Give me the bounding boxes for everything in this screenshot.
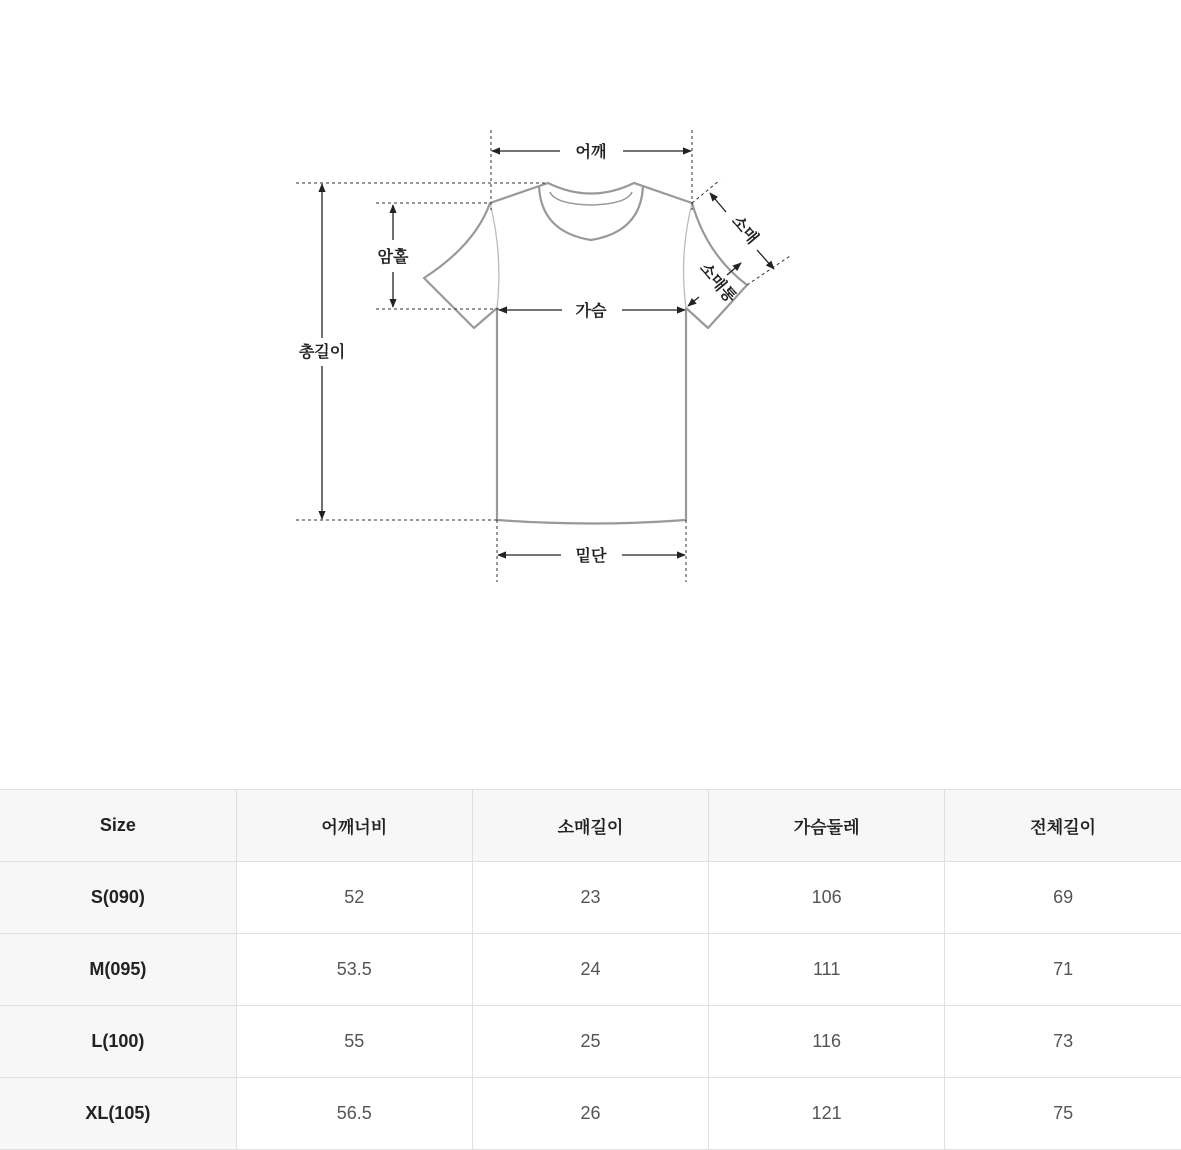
- size-chart-table: [0, 789, 1181, 1150]
- sleeve-seams: [490, 203, 692, 308]
- header-sleeve-length: 소매길이: [472, 790, 708, 862]
- table-cell: 25: [472, 1006, 708, 1078]
- table-cell: 69: [945, 862, 1181, 934]
- sleeve-label: 소매: [727, 211, 763, 248]
- table-cell: 55: [236, 1006, 472, 1078]
- size-cell: L(100): [0, 1006, 236, 1078]
- hem-label: 밑단: [575, 546, 607, 565]
- table-cell: 121: [709, 1078, 945, 1150]
- table-cell: 71: [945, 934, 1181, 1006]
- table-row: [0, 1078, 1181, 1150]
- shoulder-label: 어깨: [575, 142, 607, 161]
- sleeve-arrow-lower: [757, 250, 774, 269]
- table-header-row: [0, 790, 1181, 862]
- chest-label: 가슴: [575, 301, 607, 320]
- table-row: [0, 862, 1181, 934]
- table-row: [0, 934, 1181, 1006]
- table-cell: 24: [472, 934, 708, 1006]
- table-cell: 53.5: [236, 934, 472, 1006]
- table-row: [0, 1006, 1181, 1078]
- guide-lines: [296, 130, 790, 582]
- table-cell: 52: [236, 862, 472, 934]
- sleeve-arrow-upper: [710, 193, 726, 212]
- table-cell: 111: [709, 934, 945, 1006]
- header-size: Size: [0, 790, 236, 862]
- table-cell: 75: [945, 1078, 1181, 1150]
- tshirt-outline: [424, 183, 747, 524]
- total-length-label: 총길이: [298, 342, 346, 361]
- size-cell: XL(105): [0, 1078, 236, 1150]
- table-cell: 116: [709, 1006, 945, 1078]
- table-cell: 73: [945, 1006, 1181, 1078]
- sleeve-width-arrow-lower: [688, 297, 699, 306]
- header-chest: 가슴둘레: [709, 790, 945, 862]
- size-cell: M(095): [0, 934, 236, 1006]
- header-shoulder-width: 어깨너비: [236, 790, 472, 862]
- measurement-arrows: [322, 151, 774, 555]
- table-cell: 56.5: [236, 1078, 472, 1150]
- table-cell: 23: [472, 862, 708, 934]
- header-total-length: 전체길이: [945, 790, 1181, 862]
- armhole-label: 암홀: [377, 247, 409, 266]
- sleeve-width-label: 소매통: [696, 258, 741, 307]
- table-cell: 106: [709, 862, 945, 934]
- table-cell: 26: [472, 1078, 708, 1150]
- size-cell: S(090): [0, 862, 236, 934]
